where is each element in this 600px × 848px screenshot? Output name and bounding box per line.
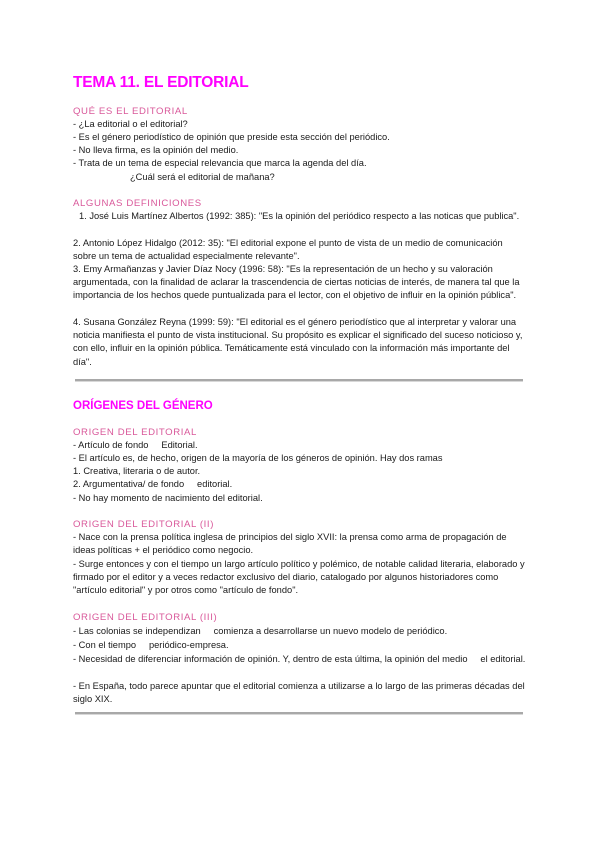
question-line: ¿Cuál será el editorial de mañana? (130, 172, 275, 182)
subheading-que-es: QUÉ ES EL EDITORIAL (73, 106, 188, 117)
text-line: - No hay momento de nacimiento del editorial. (73, 493, 263, 503)
paragraph: - En España, todo parece apuntar que el editorial comienza a utilizarse a lo largo de las primeras décadas del siglo XIX. (73, 681, 525, 705)
definition-item: 3. Emy Armañanzas y Javier Díaz Nocy (1996: 58): "Es la representación de un hecho y su valoración argumentada, con la finalidad de aclarar la trascendencia de ciertas noticias de interés, de manera tal que la importancia de los hechos quede puntualizada para el lector, con el objetivo de influir en la opinión pública". (73, 264, 520, 301)
document-title: TEMA 11. EL EDITORIAL (73, 74, 249, 91)
paragraph: - Necesidad de diferenciar información de opinión. Y, dentro de esta última, la opinión del medio el editorial. (73, 654, 526, 664)
horizontal-divider (75, 379, 523, 382)
definition-item: 1. José Luis Martínez Albertos (1992: 385): "Es la opinión del periódico respecto a las noticas que publica". (79, 211, 520, 221)
horizontal-divider (75, 712, 523, 715)
text-line: 2. Argumentativa/ de fondo editorial. (73, 479, 233, 489)
paragraph: - Con el tiempo periódico-empresa. (73, 640, 229, 650)
section-heading-origenes: ORÍGENES DEL GÉNERO (73, 400, 213, 412)
text-line: - No lleva firma, es la opinión del medio. (73, 145, 239, 155)
paragraph: - Surge entonces y con el tiempo un largo artículo político y polémico, de notable calidad literaria, elaborado y firmado por el editor y a veces redactor exclusivo del diario, catalogado por algunos historiadores como "artículo editorial" y por otros como "artículo de fondo". (73, 559, 525, 596)
subheading-origen-ii: ORIGEN DEL EDITORIAL (II) (73, 519, 214, 530)
text-line: - Artículo de fondo Editorial. (73, 440, 198, 450)
text-line: - ¿La editorial o el editorial? (73, 119, 188, 129)
definition-item: 4. Susana González Reyna (1999: 59): "El editorial es el género periodístico que al interpretar y valorar una noticia manifiesta el punto de vista institucional. Su propósito es explicar el significado del suceso noticioso y, con ello, influir en la opinión pública. Temáticamente está vinculado con la información más importante del día". (73, 317, 523, 367)
text-line: - Es el género periodístico de opinión que preside esta sección del periódico. (73, 132, 390, 142)
subheading-origen-iii: ORIGEN DEL EDITORIAL (III) (73, 612, 218, 623)
paragraph: - Las colonias se independizan comienza a desarrollarse un nuevo modelo de periódico. (73, 626, 448, 636)
definition-item: 2. Antonio López Hidalgo (2012: 35): "El editorial expone el punto de vista de un medio de comunicación sobre un tema de actualidad especialmente relevante". (73, 238, 503, 262)
subheading-definiciones: ALGUNAS DEFINICIONES (73, 198, 202, 209)
subheading-origen: ORIGEN DEL EDITORIAL (73, 427, 197, 438)
paragraph: - Nace con la prensa política inglesa de principios del siglo XVII: la prensa como arma de propagación de ideas políticas + el periódico como negocio. (73, 532, 507, 556)
text-line: 1. Creativa, literaria o de autor. (73, 466, 201, 476)
text-line: - El artículo es, de hecho, origen de la mayoría de los géneros de opinión. Hay dos ramas (73, 453, 443, 463)
text-line: - Trata de un tema de especial relevancia que marca la agenda del día. (73, 158, 367, 168)
